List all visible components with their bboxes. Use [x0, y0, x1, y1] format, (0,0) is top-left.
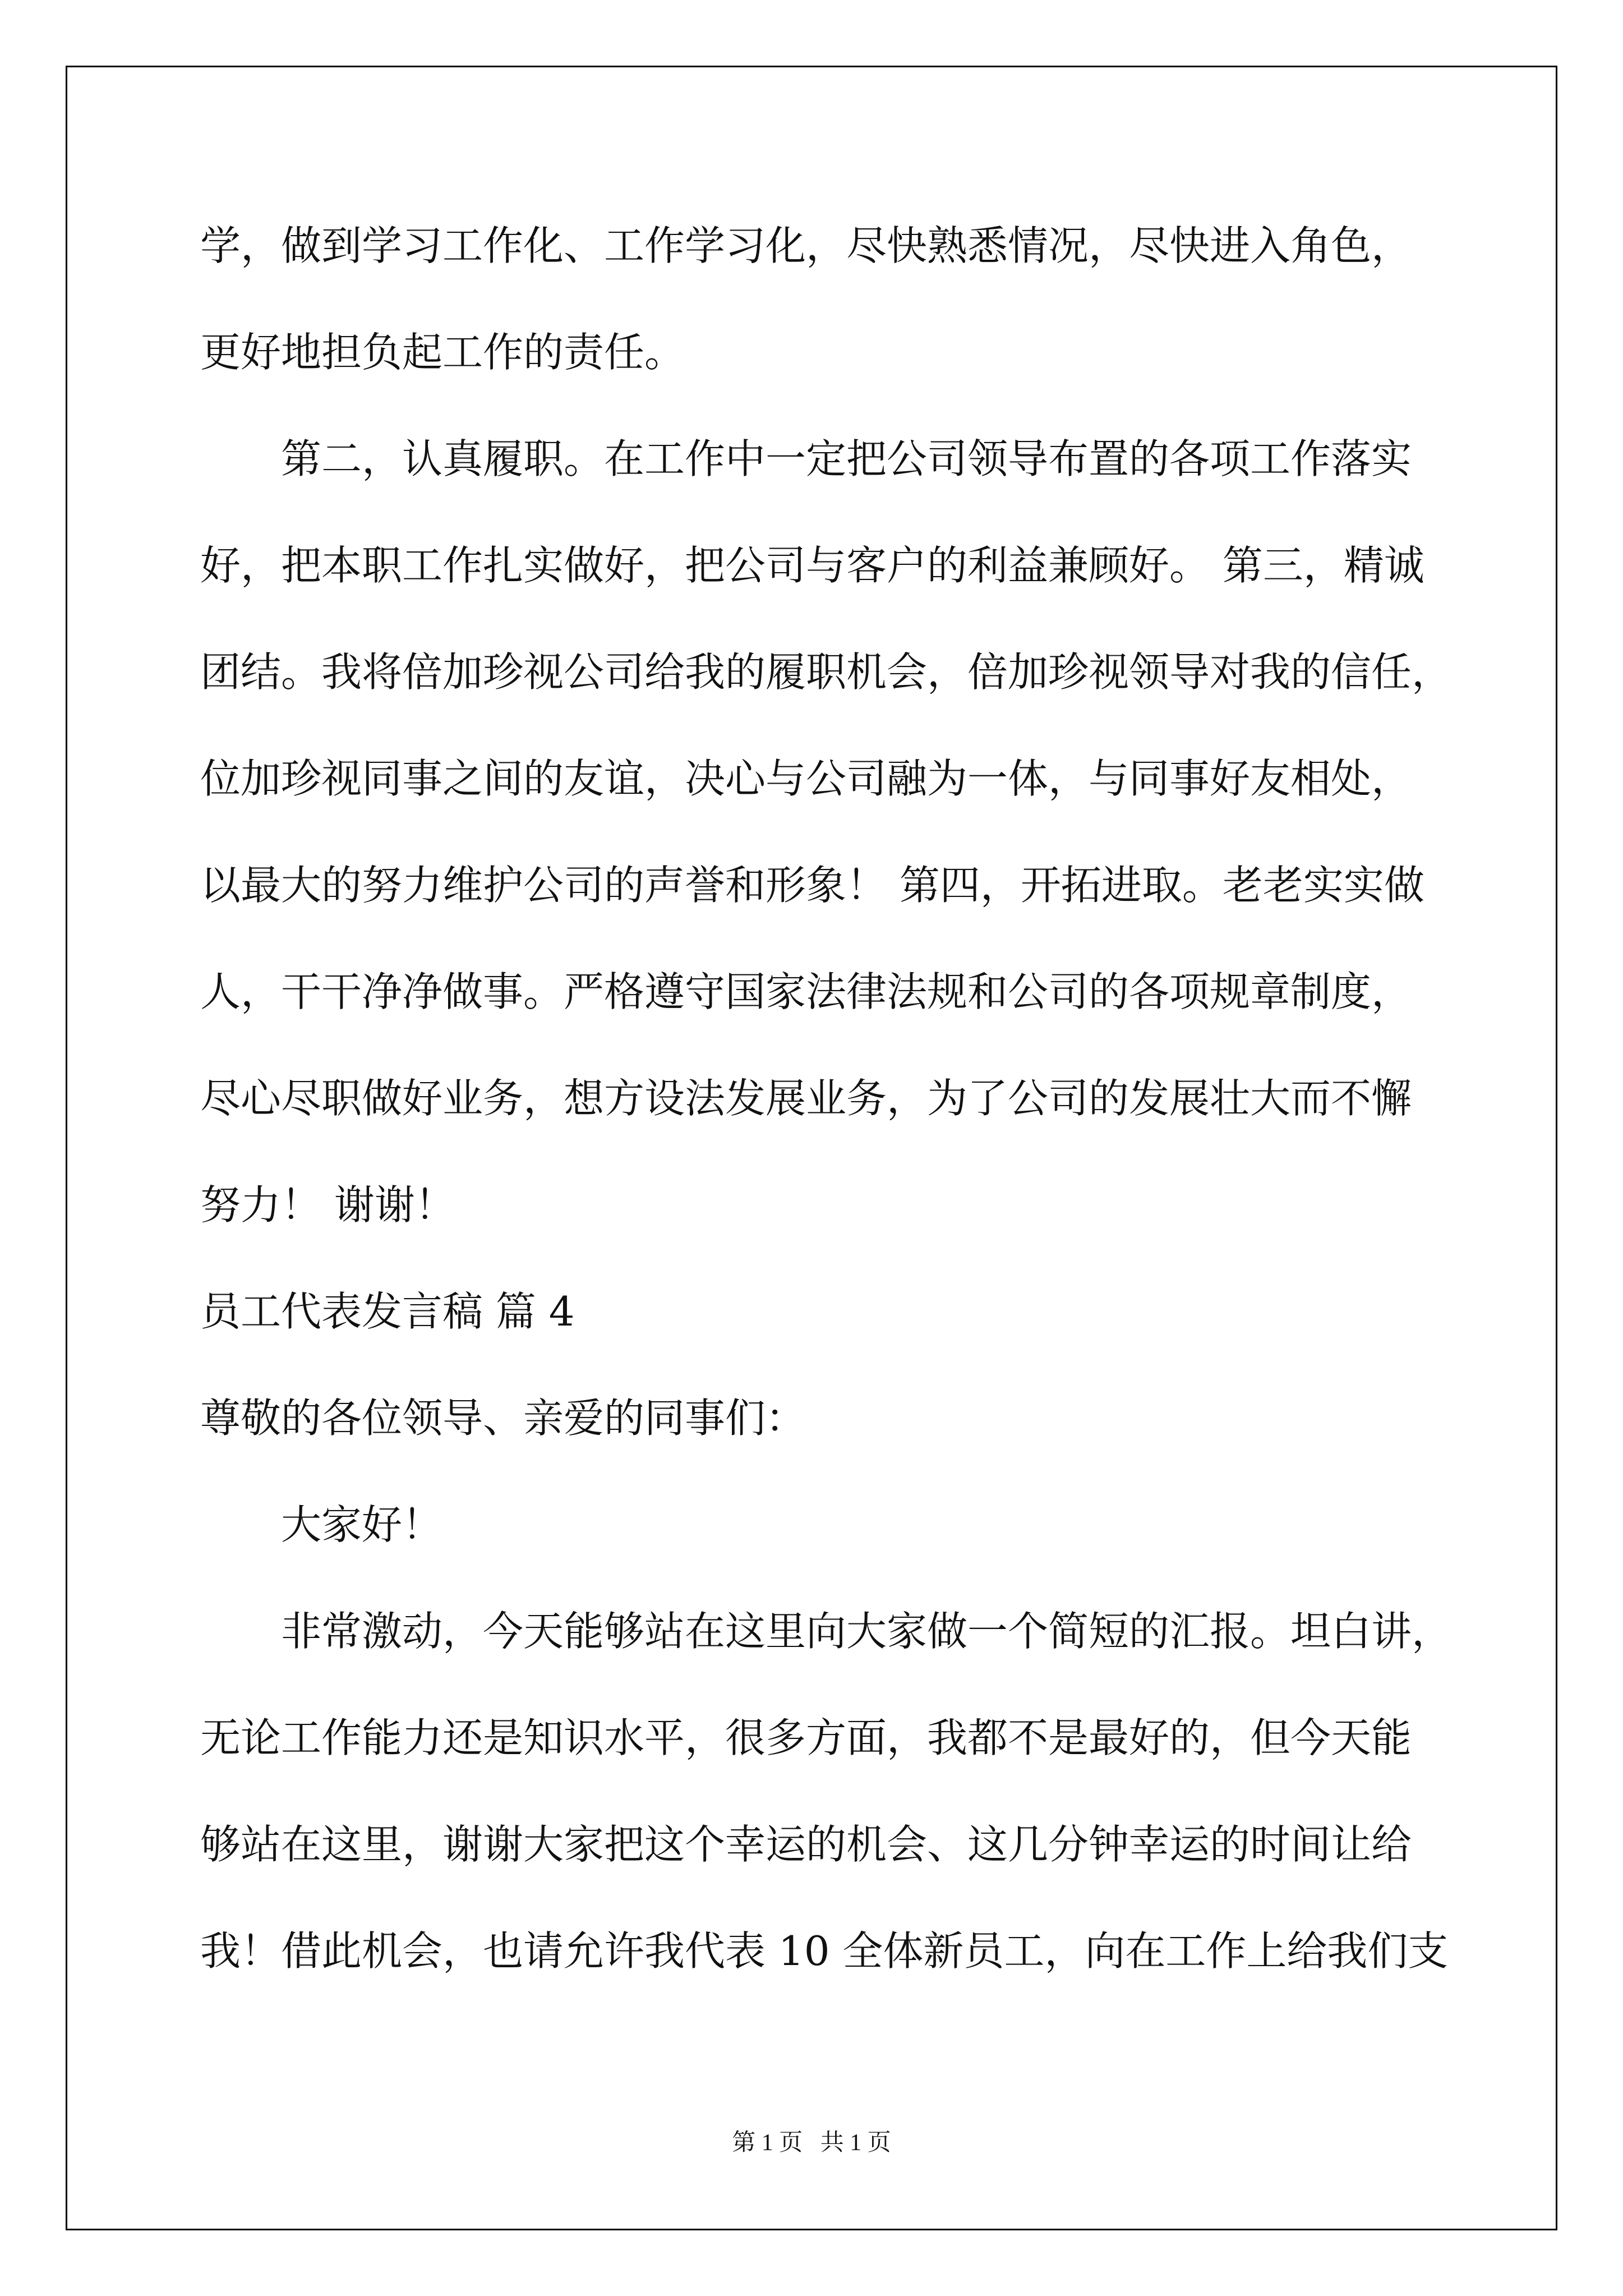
body-line: 努力！ 谢谢！	[200, 1181, 455, 1228]
body-line: 更好地担负起工作的责任。	[200, 329, 685, 376]
body-line: 第二，认真履职。在工作中一定把公司领导布置的各项工作落实	[281, 435, 1412, 482]
body-line: 以最大的努力维护公司的声誉和形象！ 第四，开拓进取。老老实实做	[200, 862, 1424, 909]
salutation: 尊敬的各位领导、亲爱的同事们：	[200, 1395, 806, 1442]
document-body	[200, 192, 1524, 2004]
body-line: 无论工作能力还是知识水平，很多方面，我都不是最好的，但今天能	[200, 1714, 1412, 1761]
body-line: 我！借此机会，也请允许我代表 10 全体新员工，向在工作上给我们支	[200, 1927, 1449, 1975]
body-line: 非常激动，今天能够站在这里向大家做一个简短的汇报。坦白讲，	[281, 1608, 1453, 1655]
body-line: 学，做到学习工作化、工作学习化，尽快熟悉情况，尽快进入角色，	[200, 222, 1412, 269]
body-line: 人，干干净净做事。严格遵守国家法律法规和公司的各项规章制度，	[200, 968, 1412, 1015]
greeting: 大家好！	[281, 1501, 443, 1548]
body-line: 位加珍视同事之间的友谊，决心与公司融为一体，与同事好友相处，	[200, 755, 1412, 802]
body-line: 尽心尽职做好业务，想方设法发展业务，为了公司的发展壮大而不懈	[200, 1075, 1412, 1122]
section-heading: 员工代表发言稿 篇 4	[200, 1288, 575, 1335]
footer-page-number: 第 1 页 共 1 页	[732, 2130, 891, 2156]
body-line: 团结。我将倍加珍视公司给我的履职机会，倍加珍视领导对我的信任，	[200, 648, 1453, 696]
body-line: 好，把本职工作扎实做好，把公司与客户的利益兼顾好。 第三，精诚	[200, 542, 1424, 589]
body-line: 够站在这里，谢谢大家把这个幸运的机会、这几分钟幸运的时间让给	[200, 1821, 1412, 1868]
